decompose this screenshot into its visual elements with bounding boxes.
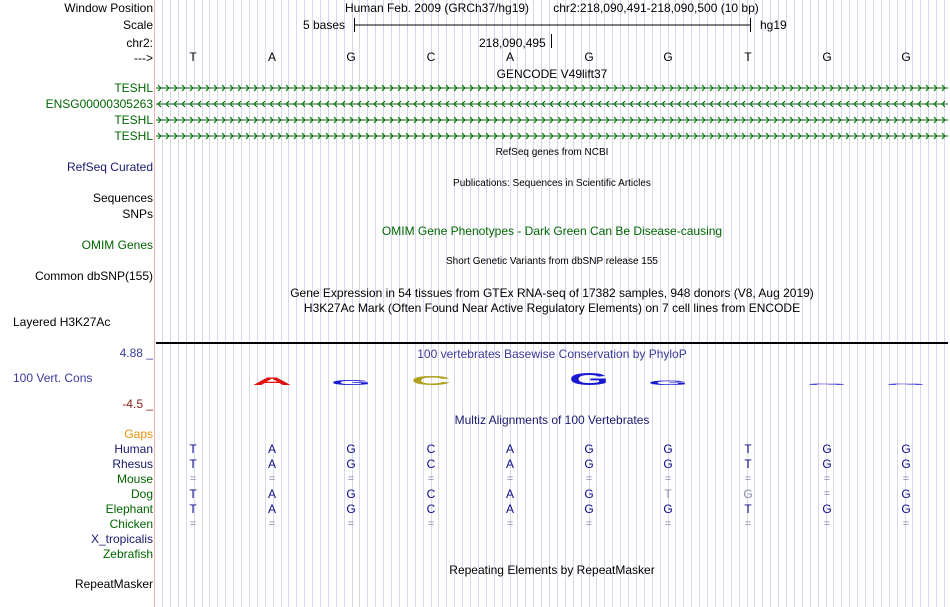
alignment-base: T [189, 442, 197, 456]
strand-label: ---> [134, 51, 153, 65]
sequences-track-label[interactable]: Sequences [92, 191, 153, 205]
species-label[interactable]: Chicken [109, 517, 153, 531]
omim-track-label[interactable]: OMIM Genes [81, 238, 153, 252]
scale-bar [354, 17, 752, 33]
species-label[interactable]: X_tropicalis [90, 532, 153, 546]
conservation-min-label: -4.5 _ [122, 397, 153, 411]
alignment-base: = [823, 488, 831, 500]
position-text: chr2:218,090,491-218,090,500 (10 bp) [553, 1, 759, 15]
alignment-base: = [189, 473, 197, 485]
gencode-transcript-label[interactable]: TESHL [114, 81, 153, 95]
conservation-letter: C [410, 373, 451, 389]
alignment-base: G [822, 442, 832, 456]
alignment-base: = [268, 473, 276, 485]
gencode-transcript-label[interactable]: ENSG00000305263 [45, 97, 153, 111]
alignment-base: = [902, 473, 910, 485]
base-letter: G [822, 50, 832, 64]
alignment-base: C [426, 442, 436, 456]
conservation-logo [0, 360, 950, 390]
alignment-base: G [584, 442, 594, 456]
alignment-base: G [822, 502, 832, 516]
alignment-base: T [664, 487, 672, 501]
conservation-letter: G [331, 379, 371, 387]
alignment-base: = [189, 518, 197, 530]
alignment-base: G [584, 502, 594, 516]
gencode-transcript-label[interactable]: TESHL [114, 129, 153, 143]
h3k27ac-track-label[interactable]: Layered H3K27Ac [13, 315, 111, 329]
alignment-base: = [347, 518, 355, 530]
gencode-transcript-feature[interactable] [156, 114, 948, 126]
snps-track-label[interactable]: SNPs [122, 207, 153, 221]
alignment-base: G [743, 487, 753, 501]
gencode-transcript-feature[interactable] [156, 82, 948, 94]
conservation-letter: A [252, 375, 293, 388]
conservation-track-label[interactable]: 100 Vert. Cons [13, 371, 93, 385]
species-label[interactable]: Rhesus [112, 457, 153, 471]
chrom-label: chr2: [126, 36, 153, 50]
alignment-base: G [663, 502, 673, 516]
species-label[interactable]: Zebrafish [102, 547, 153, 561]
alignment-base: G [901, 487, 911, 501]
conservation-letter: G [807, 383, 848, 386]
species-label[interactable]: Human [114, 442, 153, 456]
db-text: hg19 [760, 18, 787, 32]
alignment-base: T [744, 502, 752, 516]
conservation-letter: G [648, 379, 689, 387]
alignment-base: C [426, 502, 436, 516]
repeatmasker-track-title: Repeating Elements by RepeatMasker [449, 563, 655, 577]
alignment-base: T [189, 487, 197, 501]
base-letter: A [267, 50, 277, 64]
gencode-transcript-feature[interactable] [156, 98, 948, 110]
gaps-label: Gaps [124, 427, 153, 441]
publications-track-title: Publications: Sequences in Scientific Articles [453, 178, 651, 189]
label-divider [154, 0, 155, 607]
multiz-track-title: Multiz Alignments of 100 Vertebrates [454, 413, 650, 427]
alignment-base: = [268, 518, 276, 530]
coord-tick [551, 34, 552, 48]
alignment-base: A [267, 502, 277, 516]
alignment-base: T [744, 442, 752, 456]
base-letter: G [584, 50, 594, 64]
alignment-base: = [664, 518, 672, 530]
alignment-base: A [505, 502, 515, 516]
alignment-base: G [663, 457, 673, 471]
scale-text: 5 bases [303, 18, 346, 32]
alignment-base: G [584, 487, 594, 501]
alignment-base: = [744, 518, 752, 530]
alignment-base: A [267, 457, 277, 471]
alignment-base: G [901, 457, 911, 471]
alignment-base: = [427, 473, 435, 485]
assembly-text: Human Feb. 2009 (GRCh37/hg19) [344, 1, 530, 15]
alignment-base: = [744, 473, 752, 485]
alignment-base: = [823, 518, 831, 530]
alignment-base: G [663, 442, 673, 456]
refseq-track-title: RefSeq genes from NCBI [495, 147, 609, 158]
base-letter: C [426, 50, 436, 64]
alignment-base: = [902, 518, 910, 530]
alignment-base: G [346, 487, 356, 501]
h3k27ac-track-title: H3K27Ac Mark (Often Found Near Active Regulatory Elements) on 7 cell lines from ENCODE [303, 301, 801, 315]
alignment-base: G [346, 442, 356, 456]
alignment-base: G [346, 457, 356, 471]
alignment-base: T [189, 502, 197, 516]
gencode-track-title: GENCODE V49lift37 [496, 67, 608, 81]
gtex-track-title: Gene Expression in 54 tissues from GTEx RNA-seq of 17382 samples, 948 donors (V8, Aug 2019) [290, 286, 814, 300]
h3k27ac-signal-line [156, 342, 948, 344]
species-label[interactable]: Elephant [105, 502, 153, 516]
scale-label: Scale [122, 18, 153, 32]
conservation-max-label: 4.88 _ [119, 346, 153, 360]
coord-text: 218,090,495 [479, 36, 546, 50]
base-letter: T [189, 50, 197, 64]
alignment-base: G [901, 502, 911, 516]
alignment-base: A [267, 442, 277, 456]
alignment-base: = [664, 473, 672, 485]
alignment-base: = [585, 518, 593, 530]
base-letter: G [346, 50, 356, 64]
alignment-base: A [267, 487, 277, 501]
omim-track-title: OMIM Gene Phenotypes - Dark Green Can Be Disease-causing [381, 224, 723, 238]
conservation-letter: G [569, 369, 609, 389]
base-letter: A [505, 50, 515, 64]
base-letter: T [744, 50, 752, 64]
alignment-base: A [505, 487, 515, 501]
alignment-base: = [506, 518, 514, 530]
alignment-base: C [426, 487, 436, 501]
alignment-base: = [823, 473, 831, 485]
alignment-base: T [744, 457, 752, 471]
alignment-base: T [189, 457, 197, 471]
repeatmasker-track-label[interactable]: RepeatMasker [74, 577, 153, 591]
alignment-base: = [585, 473, 593, 485]
conservation-letter: G [886, 383, 927, 386]
dbsnp-track-label[interactable]: Common dbSNP(155) [34, 269, 153, 283]
species-label[interactable]: Dog [130, 487, 153, 501]
alignment-base: = [506, 473, 514, 485]
gencode-transcript-feature[interactable] [156, 130, 948, 142]
alignment-base: = [427, 518, 435, 530]
alignment-base: G [584, 457, 594, 471]
species-label[interactable]: Mouse [116, 472, 153, 486]
alignment-base: A [505, 457, 515, 471]
alignment-base: = [347, 473, 355, 485]
alignment-base: A [505, 442, 515, 456]
conservation-track-title: 100 vertebrates Basewise Conservation by PhyloP [417, 347, 687, 361]
alignment-base: G [901, 442, 911, 456]
window-position-label: Window Position [64, 1, 153, 15]
refseq-track-label[interactable]: RefSeq Curated [66, 160, 153, 174]
alignment-base: C [426, 457, 436, 471]
alignment-base: G [822, 457, 832, 471]
alignment-base: G [346, 502, 356, 516]
base-letter: G [663, 50, 673, 64]
base-letter: G [901, 50, 911, 64]
gencode-transcript-label[interactable]: TESHL [114, 113, 153, 127]
dbsnp-track-title: Short Genetic Variants from dbSNP release 155 [446, 256, 658, 267]
